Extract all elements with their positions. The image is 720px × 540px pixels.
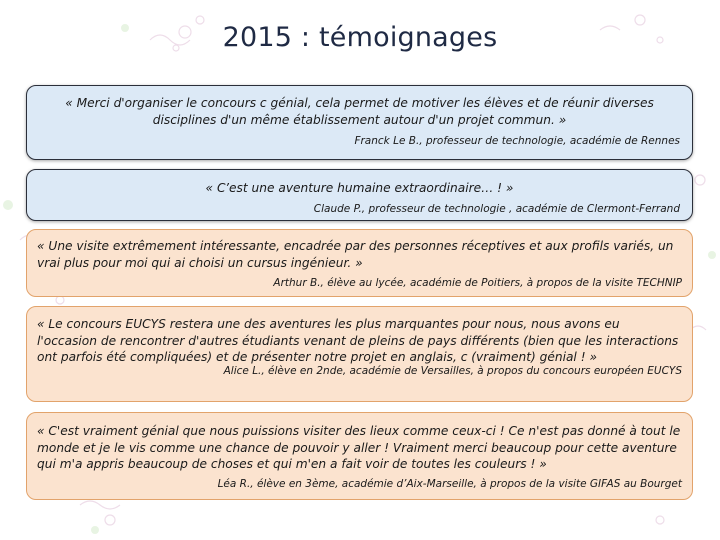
testimonial-card-3 [26, 229, 693, 297]
testimonial-card-1 [26, 85, 693, 160]
testimonial-quote: « C’est une aventure humaine extraordinaire… ! » [205, 181, 514, 195]
testimonial-author: Claude P., professeur de technologie , académie de Clermont-Ferrand [313, 202, 680, 215]
testimonial-author: Léa R., élève en 3ème, académie d’Aix-Marseille, à propos de la visite GIFAS au Bourget [217, 477, 682, 490]
testimonial-card-2 [26, 169, 693, 221]
testimonial-author: Arthur B., élève au lycée, académie de Poitiers, à propos de la visite TECHNIP [273, 277, 682, 289]
testimonial-quote: « Une visite extrêmement intéressante, encadrée par des personnes réceptives et aux profils variés, un vrai plus pour moi qui ai choisi un cursus ingénieur. » [37, 239, 674, 270]
testimonial-quote: « C'est vraiment génial que nous puissions visiter des lieux comme ceux-ci ! Ce n'est pas donné à tout le monde et je le vis comme une chance de pouvoir y aller ! Vraiment merci beaucoup pour cette aventure qui m'a appris beaucoup de choses et qui m'en a fait voir de toutes les couleurs ! » [37, 424, 681, 471]
testimonial-author: Franck Le B., professeur de technologie, académie de Rennes [354, 135, 680, 147]
testimonial-card-5 [26, 412, 693, 500]
testimonial-quote: « Merci d'organiser le concours c génial, cela permet de motiver les élèves et de réunir diverses disciplines d'un même établissement autour d'un projet commun. » [65, 96, 654, 127]
testimonial-card-4 [26, 306, 693, 402]
page-title: 2015 : témoignages [222, 22, 498, 53]
testimonial-quote: « Le concours EUCYS restera une des aventures les plus marquantes pour nous, nous avons eu l'occasion de rencontrer d'autres étudiants venant de pleins de pays différents (bien que les interactions ont parfois été compliquées) et de présenter notre projet en anglais, c (vraiment) génial ! » [37, 317, 679, 364]
testimonial-author: Alice L., élève en 2nde, académie de Versailles, à propos du concours européen EUCYS [223, 364, 682, 377]
